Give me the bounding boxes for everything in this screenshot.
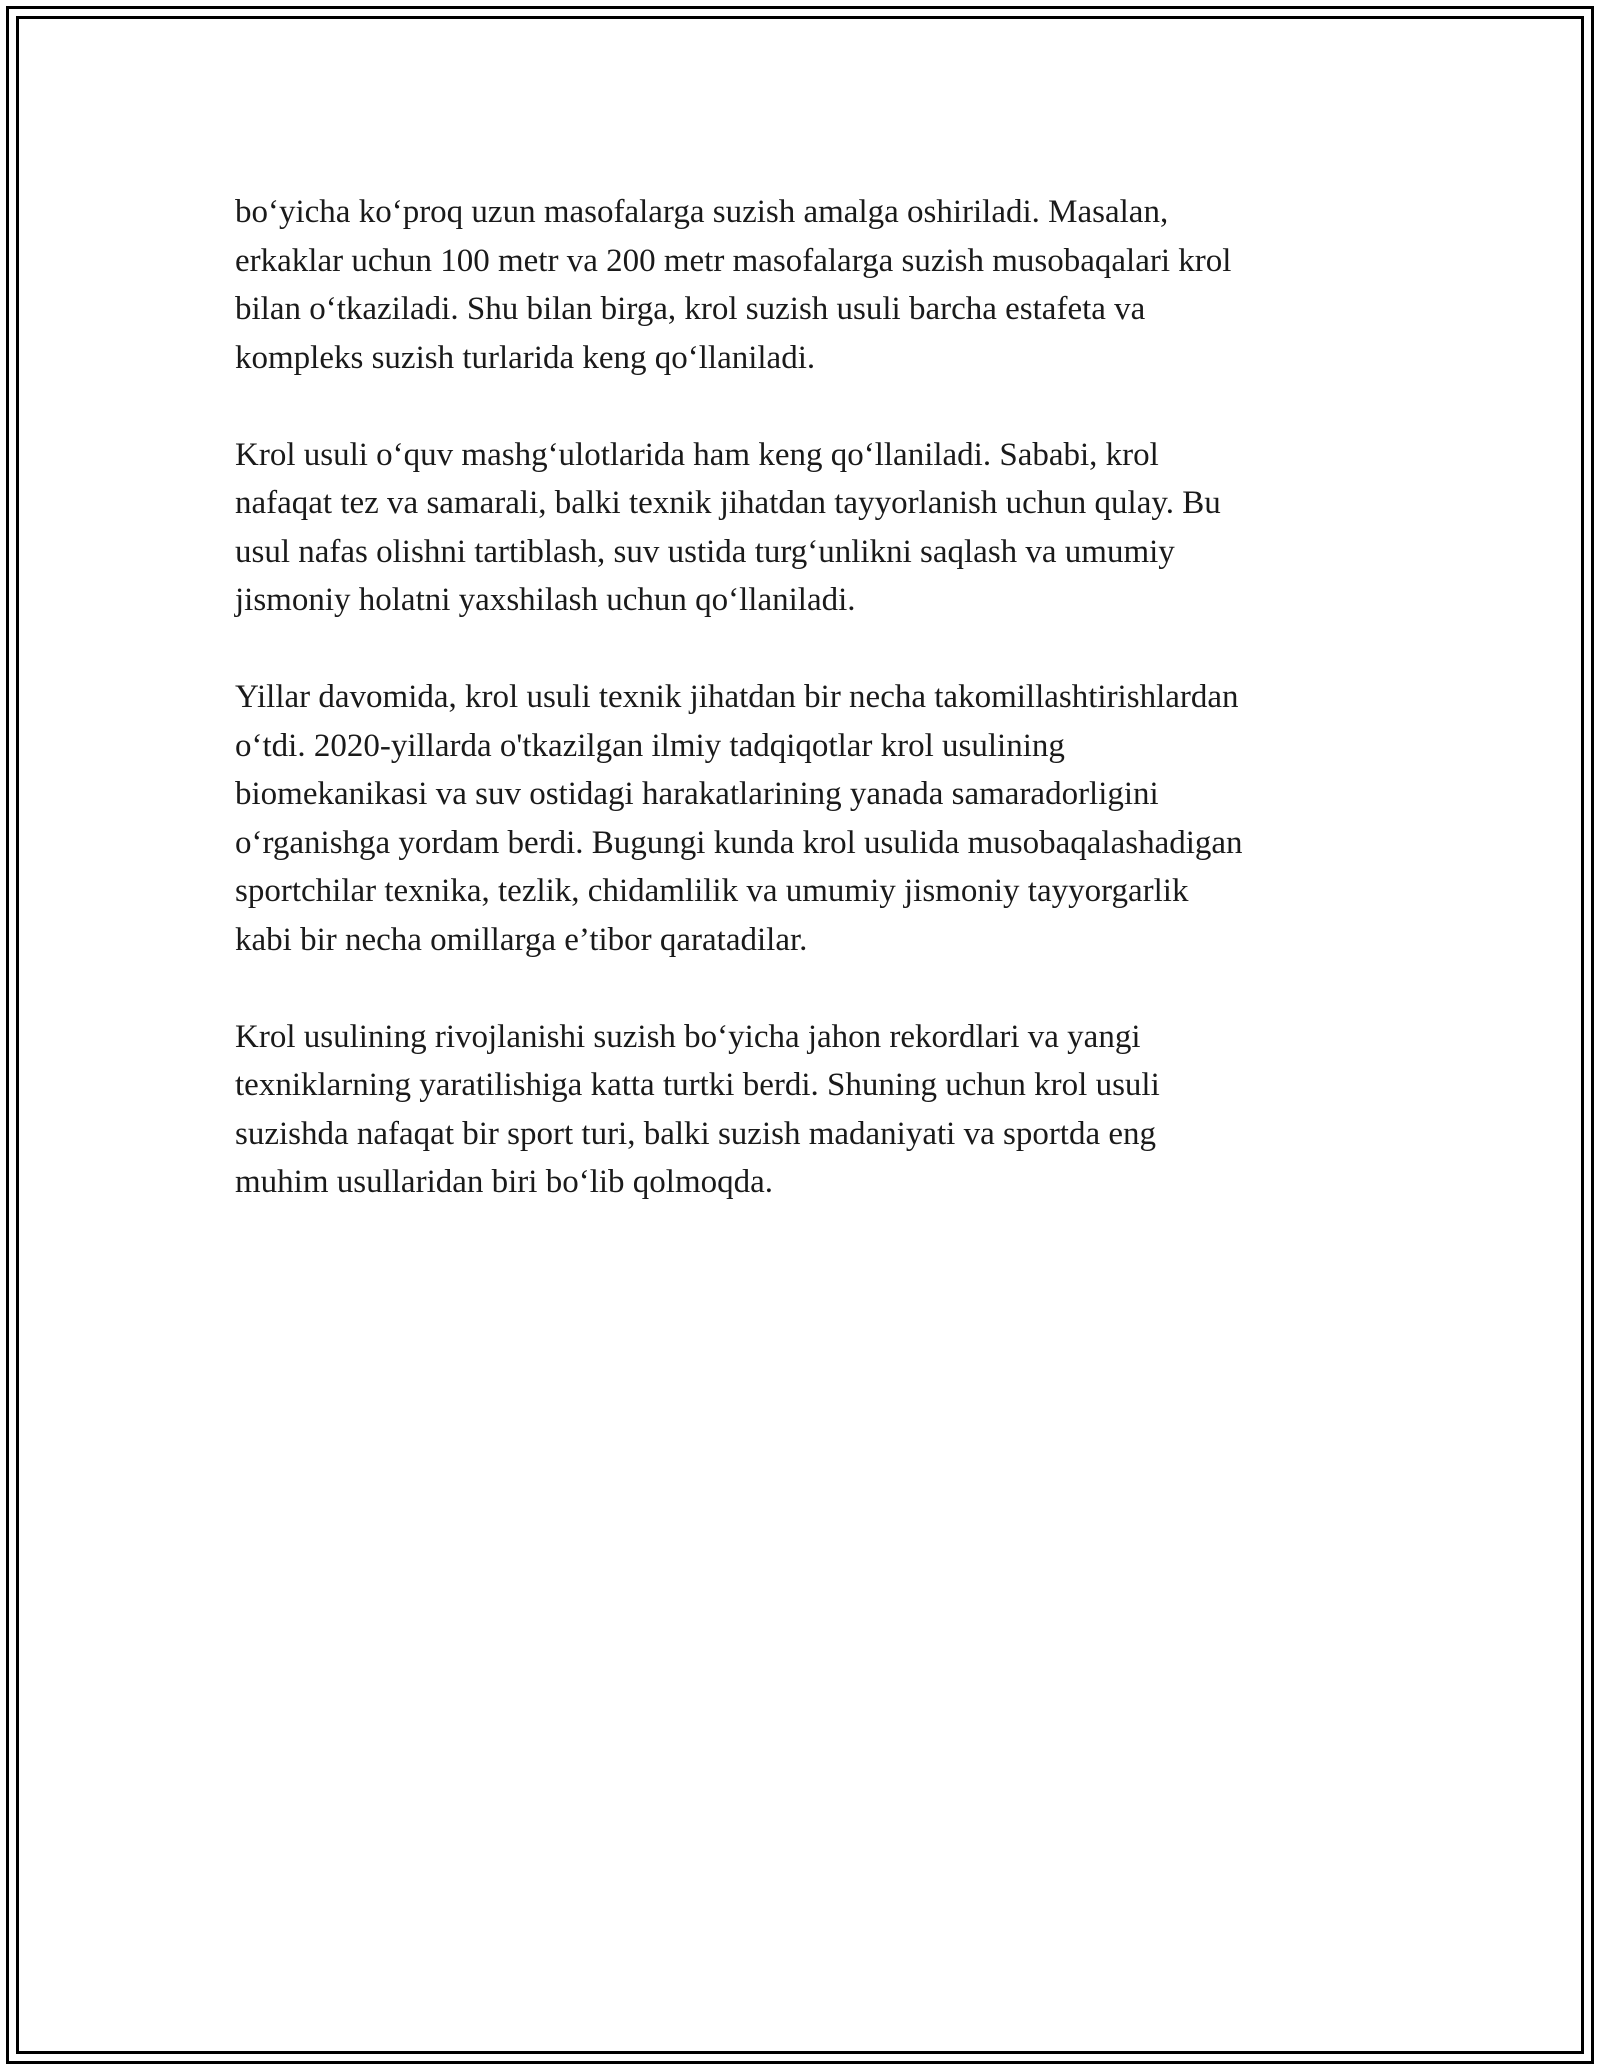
text-line: texniklarning yaratilishiga katta turtki berdi. Shuning uchun krol usuli bbox=[235, 1067, 1160, 1103]
text-line: Krol usuli o‘quv mashg‘ulotlarida ham keng qo‘llaniladi. Sababi, krol bbox=[235, 436, 1159, 473]
text-line: biomekanikasi va suv ostidagi harakatlarining yanada samaradorligini bbox=[235, 776, 1159, 812]
text-line: kompleks suzish turlarida keng qo‘llaniladi. bbox=[235, 339, 816, 376]
text-line: o‘rganishga yordam berdi. Bugungi kunda krol usulida musobaqalashadigan bbox=[235, 824, 1243, 861]
text-line: erkaklar uchun 100 metr va 200 metr masofalarga suzish musobaqalari krol bbox=[235, 242, 1232, 279]
paragraph-2 bbox=[235, 431, 1370, 625]
document-body bbox=[235, 188, 1370, 1255]
text-line: nafaqat tez va samarali, balki texnik jihatdan tayyorlanish uchun qulay. Bu bbox=[235, 485, 1221, 521]
text-line: o‘tdi. 2020-yillarda o'tkazilgan ilmiy tadqiqotlar krol usulining bbox=[235, 727, 1065, 764]
text-line: Krol usulining rivojlanishi suzish bo‘yicha jahon rekordlari va yangi bbox=[235, 1018, 1141, 1055]
text-line: bilan o‘tkaziladi. Shu bilan birga, krol suzish usuli barcha estafeta va bbox=[235, 291, 1146, 327]
paragraph-3 bbox=[235, 673, 1370, 964]
text-line: muhim usullaridan biri bo‘lib qolmoqda. bbox=[235, 1164, 774, 1200]
text-line: jismoniy holatni yaxshilash uchun qo‘llaniladi. bbox=[235, 582, 856, 618]
text-line: usul nafas olishni tartiblash, suv ustida turg‘unlikni saqlash va umumiy bbox=[235, 533, 1175, 570]
text-line: sportchilar texnika, tezlik, chidamlilik va umumiy jismoniy tayyorgarlik bbox=[235, 873, 1189, 909]
paragraph-4 bbox=[235, 1013, 1370, 1207]
text-line: bo‘yicha ko‘proq uzun masofalarga suzish amalga oshiriladi. Masalan, bbox=[235, 194, 1169, 230]
text-line: suzishda nafaqat bir sport turi, balki suzish madaniyati va sportda eng bbox=[235, 1115, 1157, 1152]
paragraph-1 bbox=[235, 188, 1370, 382]
text-line: kabi bir necha omillarga e’tibor qaratadilar. bbox=[235, 921, 808, 958]
text-line: Yillar davomida, krol usuli texnik jihatdan bir necha takomillashtirishlardan bbox=[235, 679, 1239, 715]
